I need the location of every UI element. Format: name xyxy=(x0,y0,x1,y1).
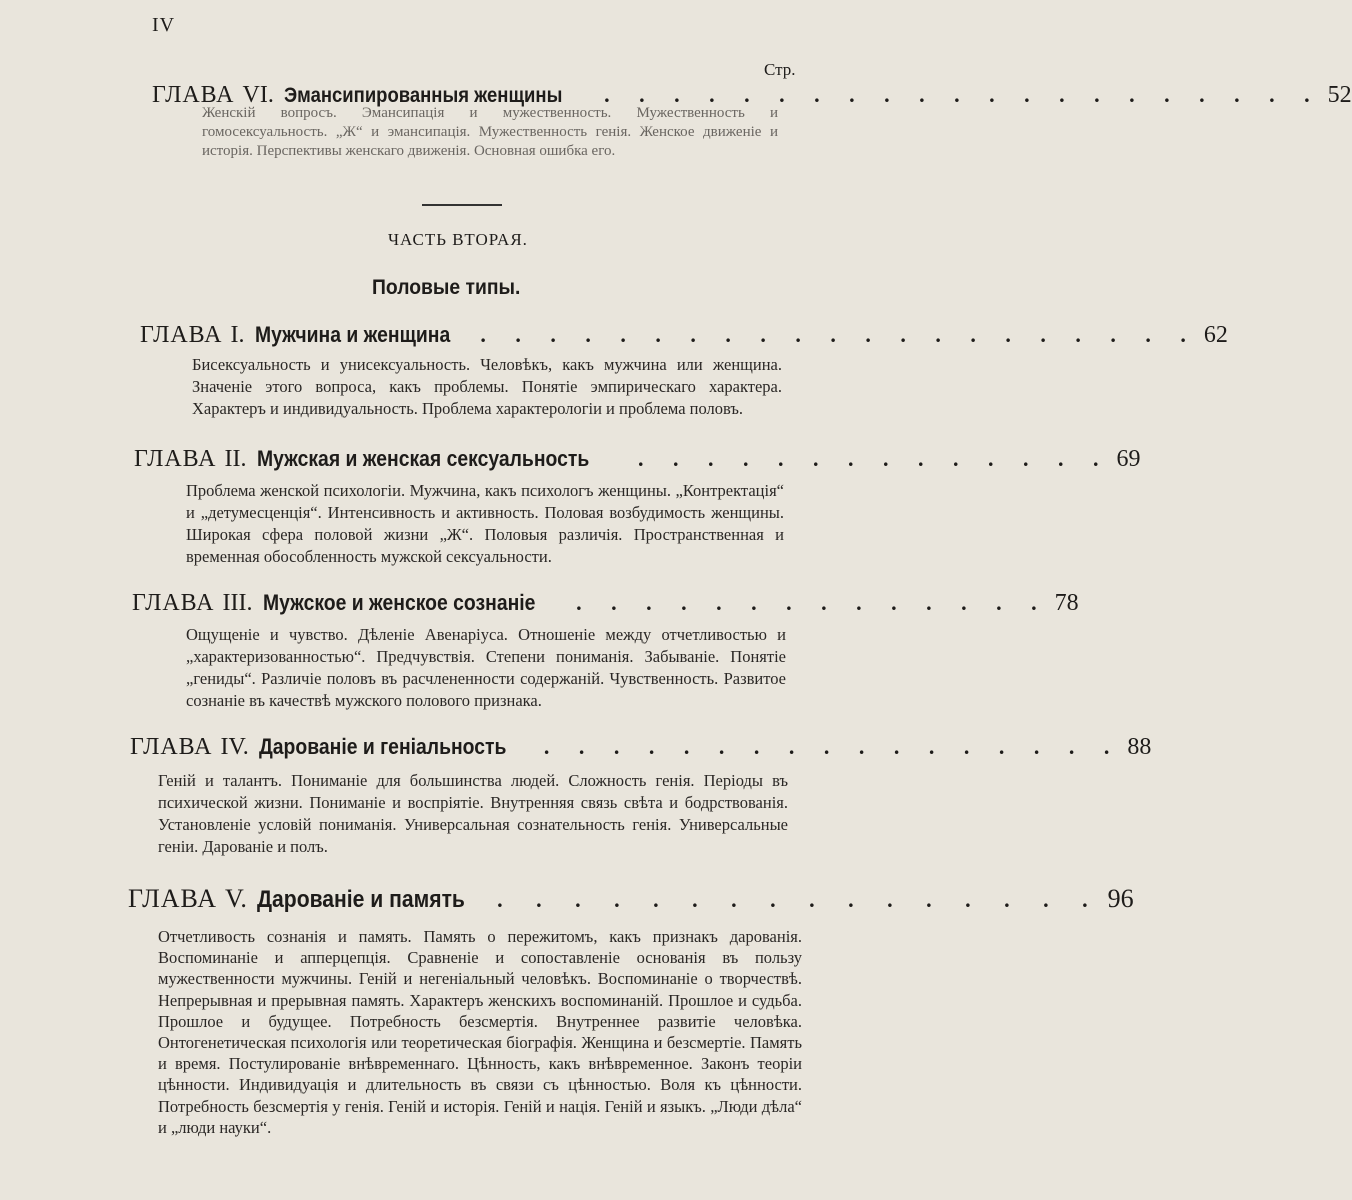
chapter-numeral: V. xyxy=(224,884,247,913)
chapter-label: ГЛАВА xyxy=(152,82,235,108)
part-subtitle: Половые типы. xyxy=(372,276,521,299)
chapter-2-heading xyxy=(134,446,1141,473)
leader-dots: . . . . . . . . . . . . . . . . . xyxy=(543,734,1122,759)
chapter-title: Эмансипированныя женщины xyxy=(283,84,563,107)
chapter-page: 62 xyxy=(1203,322,1228,348)
chapter-numeral: II. xyxy=(224,446,247,472)
leader-dots: . . . . . . . . . . . . . . . . . . . . . xyxy=(604,82,1322,107)
chapter-4-summary: Геній и талантъ. Пониманіе для большинства людей. Сложность генія. Періоды въ психической жизни. Пониманіе и воспріятіе. Внутренняя связь свѣта и бодрствованія. Установленіе условій пониманія. Универсальная сознательность генія. Универсальные геніи. Дарованіе и полъ. xyxy=(158,771,788,856)
chapter-2-summary: Проблема женской психологіи. Мужчина, какъ психологъ женщины. „Контректація“ и „детумесценція“. Интенсивность и активность. Половая возбудимость женщины. Широкая сфера половой жизни „Ж“. Половыя различія. Пространственная и временная обособленность мужской сексуальности. xyxy=(186,481,784,566)
chapter-1-summary: Бисексуальность и унисексуальность. Человѣкъ, какъ мужчина или женщина. Значеніе этого вопроса, какъ проблемы. Понятіе эмпирическаго характера. Характеръ и индивидуальность. Проблема характерологіи и проблема половъ. xyxy=(192,355,782,418)
chapter-title: Дарованіе и геніальность xyxy=(258,734,507,759)
chapter-page: 52 xyxy=(1327,82,1352,108)
chapter-title: Мужская и женская сексуальность xyxy=(256,446,589,471)
chapter-numeral: I. xyxy=(230,322,245,348)
chapter-title: Дарованіе и память xyxy=(256,886,465,913)
chapter-3-summary: Ощущеніе и чувство. Дѣленіе Авенаріуса. Отношеніе между отчетливостью и „характеризованностью“. Предчувствія. Степени пониманія. Забываніе. Понятіе „гениды“. Различіе половъ въ расчлененности содержаній. Чувственность. Развитое сознаніе въ качествѣ мужского полового признака. xyxy=(186,625,786,710)
chapter-page: 96 xyxy=(1107,884,1134,913)
chapter-numeral: VI. xyxy=(242,82,274,108)
chapter-numeral: IV. xyxy=(220,734,249,760)
chapter-6-summary: Женскій вопросъ. Эмансипація и мужественность. Мужественность и гомосексуальность. „Ж“ и эмансипація. Мужественность генія. Женское движеніе и исторія. Перспективы женскаго движенія. Основная ошибка его. xyxy=(202,105,778,159)
chapter-label: ГЛАВА xyxy=(140,322,223,348)
chapter-page: 69 xyxy=(1116,446,1141,472)
chapter-5-heading xyxy=(128,884,1134,914)
chapter-title: Мужское и женское сознаніе xyxy=(262,590,535,615)
page-column-label: Стр. xyxy=(764,60,796,79)
separator-line xyxy=(422,204,502,206)
chapter-5-summary: Отчетливость сознанія и память. Память о пережитомъ, какъ признакъ дарованія. Воспоминаніе и апперцепція. Сравненіе и сопоставленіе основанія въ пользу мужественности мужчины. Геній и негеніальный человѣкъ. Воспоминаніе о творчествѣ. Непрерывная и прерывная память. Характеръ женскихъ воспоминаній. Прошлое и судьба. Прошлое и будущее. Потребность безсмертія. Внутреннее развитіе человѣка. Онтогенетическая психологія или теоретическая біографія. Женщина и безсмертіе. Память и время. Постулированіе внѣвременнаго. Цѣнность, какъ внѣвременное. Законъ теоріи цѣнности. Индивидуація и длительность въ связи съ цѣнностью. Воля къ цѣнности. Потребность безсмертія у генія. Геній и исторія. Геній и нація. Геній и языкъ. „Люди дѣла“ и „люди науки“. xyxy=(158,927,802,1137)
leader-dots: . . . . . . . . . . . . . . xyxy=(638,446,1111,471)
page-number: IV xyxy=(152,14,176,36)
chapter-title: Мужчина и женщина xyxy=(254,322,450,347)
chapter-page: 88 xyxy=(1127,734,1152,760)
chapter-label: ГЛАВА xyxy=(134,446,217,472)
chapter-3-heading xyxy=(132,590,1079,617)
chapter-4-heading xyxy=(130,734,1152,761)
chapter-page: 78 xyxy=(1054,590,1079,616)
leader-dots: . . . . . . . . . . . . . . xyxy=(576,590,1049,615)
chapter-label: ГЛАВА xyxy=(128,884,217,913)
chapter-label: ГЛАВА xyxy=(132,590,215,616)
part-heading: ЧАСТЬ ВТОРАЯ. xyxy=(388,230,528,249)
chapter-label: ГЛАВА xyxy=(130,734,213,760)
chapter-numeral: III. xyxy=(222,590,253,616)
chapter-1-heading xyxy=(140,322,1228,349)
leader-dots: . . . . . . . . . . . . . . . . . . . . . xyxy=(480,322,1198,347)
leader-dots: . . . . . . . . . . . . . . . . xyxy=(497,887,1102,912)
